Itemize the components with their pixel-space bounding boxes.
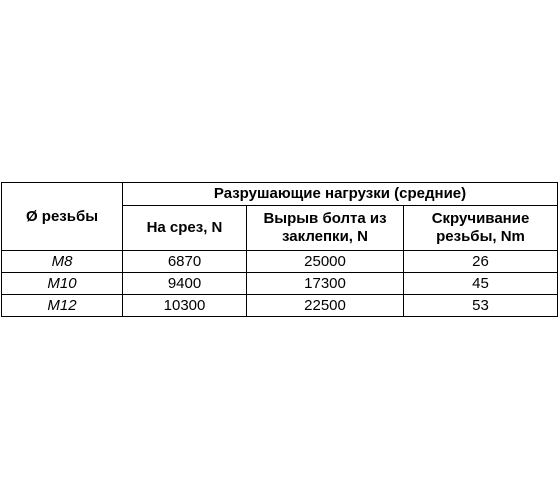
table-row <box>2 295 558 317</box>
pullout-value-cell: 17300 <box>247 273 404 295</box>
torque-value-cell: 53 <box>404 295 558 317</box>
torque-header <box>404 206 558 251</box>
thread-diameter-header: Ø резьбы <box>2 183 123 251</box>
shear-header-line1: На срез, N <box>146 219 223 236</box>
pullout-header-line1: Вырыв болта из <box>263 210 387 227</box>
table-row <box>2 273 558 295</box>
thread-size-cell: M8 <box>2 251 123 273</box>
breaking-loads-group-header: Разрушающие нагрузки (средние) <box>123 183 558 206</box>
pullout-header-line2: заклепки, N <box>282 228 368 245</box>
pullout-value-cell: 25000 <box>247 251 404 273</box>
pullout-header <box>247 206 404 251</box>
thread-size-cell: M12 <box>2 295 123 317</box>
breaking-loads-table <box>1 182 558 317</box>
thread-size-cell: M10 <box>2 273 123 295</box>
pullout-value-cell: 22500 <box>247 295 404 317</box>
shear-value-cell: 6870 <box>123 251 247 273</box>
torque-value-cell: 26 <box>404 251 558 273</box>
shear-value-cell: 9400 <box>123 273 247 295</box>
table-header-row <box>2 183 558 206</box>
table-row <box>2 251 558 273</box>
shear-header <box>123 206 247 251</box>
torque-value-cell: 45 <box>404 273 558 295</box>
torque-header-line2: резьбы, Nm <box>436 228 525 245</box>
torque-header-line1: Скручивание <box>431 210 530 227</box>
shear-value-cell: 10300 <box>123 295 247 317</box>
